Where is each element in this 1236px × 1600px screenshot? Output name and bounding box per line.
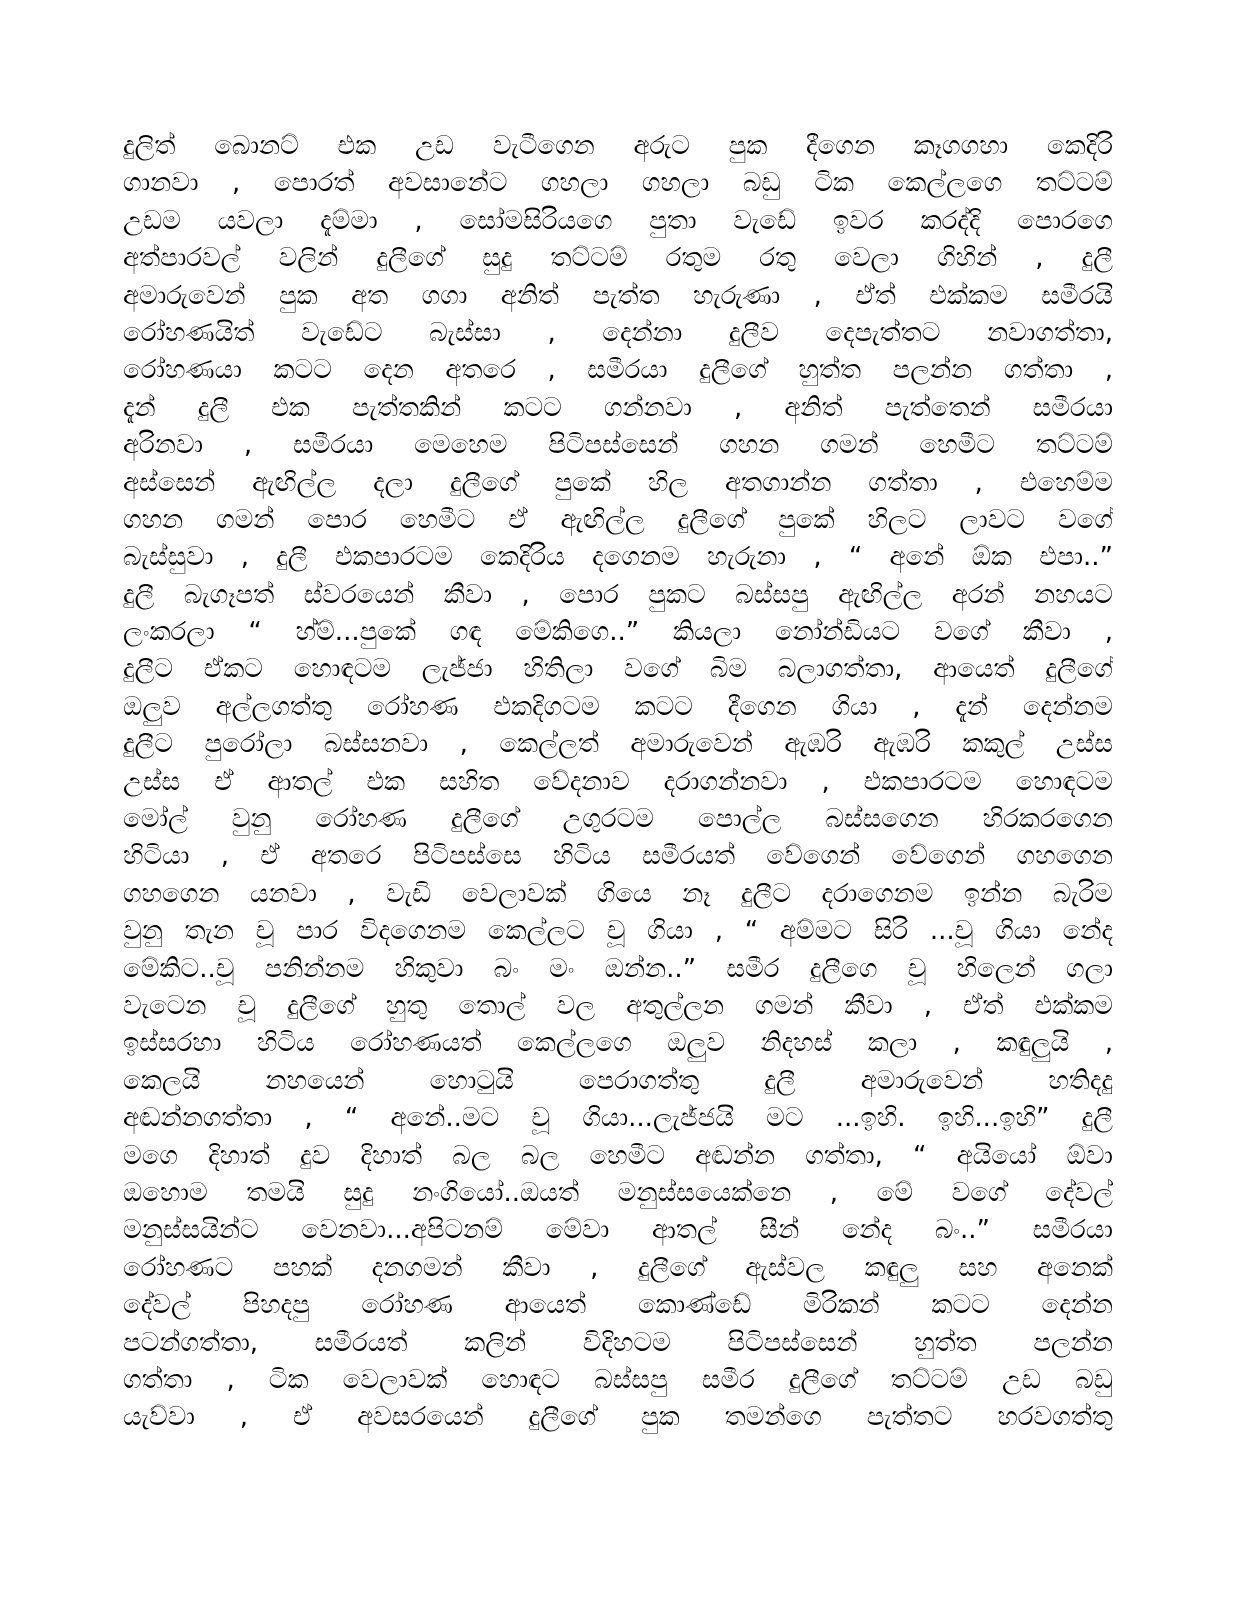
- text-line: ඉස්සරහා හිටිය රෝහණයත් කෙල්ලගෙ ඔලුව නිදහස් කලා , කඳුලුයි ,: [123, 1028, 1113, 1059]
- text-line: අත්පාරවල් වලින් දුලීගේ සුදු තට්ටම් රතුම රතු වෙලා ගිහින් , දුලී: [123, 243, 1113, 274]
- text-line: ලංකරලා “ හ්ම්...පුකේ ගඳ මේකිගෙ..” කියලා නෝන්ඩියට වගේ කීවා ,: [123, 617, 1113, 648]
- text-line: රෝහණයිත් වැඩේට බැස්සා , දෙන්නා දුලීව දෙපැත්තට නවාගත්තා,: [123, 317, 1113, 348]
- text-line: දේවල් පිහදපු රෝහණ ආයෙත් කොණ්ඩේ මිරිකන් කටට දෙන්න: [123, 1290, 1113, 1321]
- text-line: ඔහොම තමයි සුදු නංගියෝ..ඔයත් මනුස්සයෙක්නෙ , මේ වගේ දේවල්: [123, 1177, 1113, 1208]
- text-line: කෙලයි නහයෙන් හොටුයි පෙරාගත්තු දුලී අමාරුවෙන් හතිදදු: [123, 1065, 1113, 1096]
- text-line: මේකිට..චූ පනින්නම හිකුවා බං මං ඔන්න..” සමීර දුලීගෙ චූ හිලෙන් ගලා: [123, 953, 1113, 984]
- text-line: දැන් දුලී එක පැත්තකින් කටට ගන්නවා , අනිත් පැත්තෙන් සමීරයා: [123, 392, 1113, 423]
- text-line: ගානවා , පොරත් අවසානේට ගහලා ගහලා බඩු ටික කෙල්ලගෙ තට්ටම්: [123, 168, 1113, 199]
- text-line: බැස්සුවා , දුලී එකපාරටම කෙදිරිය දගෙනම හැරුනා , “ අනේ ඕක එපා..”: [123, 542, 1113, 573]
- document-text: [123, 128, 1113, 1437]
- text-line: මනුස්සයින්ට වෙනවා...අපිටනම් මේවා ආතල් සීන් නේද බං..” සමීරයා: [123, 1215, 1113, 1246]
- text-line: දුලීට පුරෝලා බස්සනවා , කෙල්ලත් අමාරුවෙන් ඇඹරි ඇඹරි කකුල් උස්ස: [123, 729, 1113, 760]
- text-line: මගෙ දිහාත් දුව දිහාත් බල බල හෙමීට අඬන්න ගත්තා, “ අයියෝ ඕවා: [123, 1140, 1113, 1171]
- text-line: යැව්වා , ඒ අවසරයෙන් දුලීගේ පුක තමන්ගෙ පැත්තට හරවගත්තු: [123, 1402, 1113, 1433]
- text-line: ගත්තා , ටික වෙලාවක් හොඳට බස්සපු සමීර දුලීගේ තට්ටම් උඩ බඩු: [123, 1364, 1113, 1395]
- text-line: දුලී බැගෑපත් ස්වරයෙන් කීවා , පොර පුකට බස්සපු ඇඟිල්ල අරන් නහයට: [123, 579, 1113, 610]
- text-line: රෝහණට පහක් දනගමන් කීවා , දුලීගේ ඇස්වල කඳුලු සහ අනෙක්: [123, 1252, 1113, 1283]
- text-line: ගහගෙන යනවා , වැඩි වෙලාවක් ගියෙ නෑ දුලීට දරාගෙනම ඉන්න බැරිම: [123, 878, 1113, 909]
- text-line: අමාරුවෙන් පුක අත ගගා අනිත් පැත්ත හැරුණා , ඒත් එක්කම සමීරයි: [123, 280, 1113, 311]
- text-line: හිටියා , ඒ අතරෙ පිටිපස්සෙ හිටිය සමීරයත් වේගෙන් වේගෙන් ගහගෙන: [123, 841, 1113, 872]
- text-line: අඬන්නගත්තා , “ අනේ..මට චූ ගියා...ලැජ්ජයි මට ...ඉහි. ඉහි...ඉහි” දුලී: [123, 1103, 1113, 1134]
- text-line: වුනු තැන චූ පාර විදගෙනම කෙල්ලට චූ ගියා , “ අම්මට සිරි ...චූ ගියා නේද: [123, 916, 1113, 947]
- text-line: අරිනවා , සමීරයා මෙහෙම පිටිපස්සෙන් ගහන ගමන් හෙමීට තට්ටම්: [123, 430, 1113, 461]
- text-line: වැටෙන චූ දුලීගේ හුතු තොල් වල අතුල්ලන ගමන් කීවා , ඒත් එක්කම: [123, 990, 1113, 1021]
- text-line: උඩම යවලා දැම්මා , සෝමසිරියගෙ පුතා වැඩේ ඉවර කරද්දි පොරගෙ: [123, 205, 1113, 236]
- text-line: පටන්ගත්තා, සමීරයත් කලින් විදිහටම පිටිපස්සෙන් හුත්ත පලන්න: [123, 1327, 1113, 1358]
- text-line: උස්ස ඒ ආතල් එක සහිත වේදනාව දරාගන්නවා , එකපාරටම හොඳටම: [123, 766, 1113, 797]
- text-line: දුලිත් බොනට් එක උඩ වැටීගෙන අරුට පුක දීගෙන කෑගගහා කෙදිරි: [123, 131, 1113, 161]
- text-line: ඔලුව අල්ලගත්තු රෝහණ එකදිගටම කටට දීගෙන ගියා , දැන් දෙන්නම: [123, 691, 1113, 722]
- text-line: දුලීට ඒකට හොඳටම ලැජ්ජා හිතිලා වගේ බිම බලාගත්තා, ආයෙත් දුලීගේ: [123, 654, 1113, 685]
- text-line: ගහන ගමන් පොර හෙමීට ඒ ඇඟිල්ල දුලීගේ පුකේ හිලට ලාවට වගේ: [123, 504, 1113, 535]
- text-line: අස්සෙන් ඇඟිල්ල දලා දුලීගේ පුකේ හිල අතගාන්න ගත්තා , එහෙම්ම: [123, 467, 1113, 498]
- text-line: මෝල් වුනු රෝහණ දුලීගේ උගුරටම පොල්ල බස්සගෙන හිරකරගෙන: [123, 804, 1113, 835]
- text-line: රෝහණයා කටට දෙන අතරෙ , සමීරයා දුලීගේ හුත්ත පලන්න ගත්තා ,: [123, 355, 1113, 386]
